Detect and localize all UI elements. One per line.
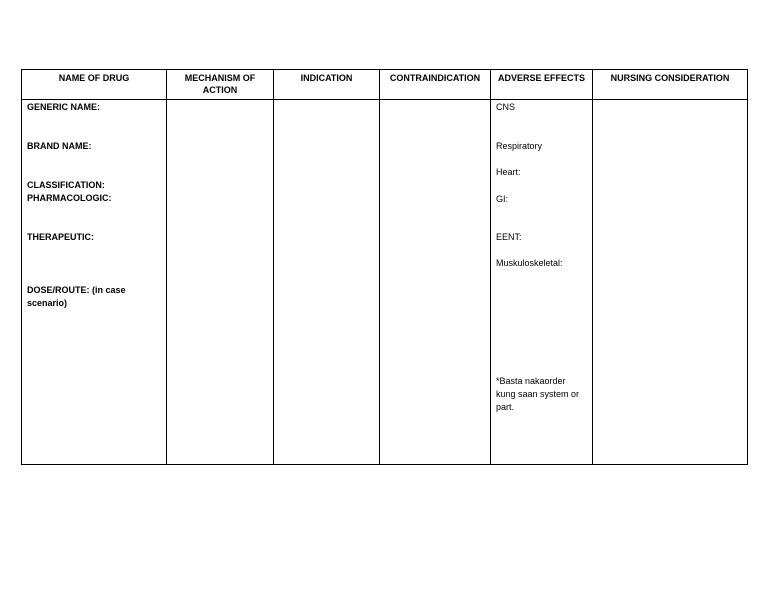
dose-route-label-cont: scenario)	[27, 298, 68, 308]
table-header-row	[22, 70, 748, 100]
dose-route-label: DOSE/ROUTE: (in case	[27, 285, 126, 295]
header-mechanism-line1: MECHANISM OF	[184, 73, 256, 83]
cell-name-of-drug[interactable]	[22, 100, 167, 465]
header-indication-label: INDICATION	[300, 73, 353, 83]
header-name-of-drug-label: NAME OF DRUG	[58, 73, 130, 83]
brand-name-label: BRAND NAME:	[27, 141, 92, 151]
header-nursing-consideration	[593, 70, 748, 100]
header-nursing-consideration-label: NURSING CONSIDERATION	[610, 73, 730, 83]
header-mechanism-of-action	[167, 70, 274, 100]
eent-label: EENT:	[496, 232, 522, 242]
header-indication	[274, 70, 380, 100]
cell-nursing-consideration[interactable]	[593, 100, 748, 465]
table-row	[22, 100, 748, 465]
cell-contraindication[interactable]	[380, 100, 491, 465]
respiratory-label: Respiratory	[496, 141, 543, 151]
cell-indication[interactable]	[274, 100, 380, 465]
heart-label: Heart:	[496, 167, 521, 177]
pharmacologic-label: PHARMACOLOGIC:	[27, 193, 112, 203]
musculoskeletal-label: Muskuloskeletal:	[496, 258, 563, 268]
classification-label: CLASSIFICATION:	[27, 180, 105, 190]
note-line-2: kung saan system or	[496, 389, 580, 399]
header-name-of-drug	[22, 70, 167, 100]
cns-label: CNS	[496, 102, 516, 112]
header-contraindication-label: CONTRAINDICATION	[389, 73, 481, 83]
header-adverse-effects	[491, 70, 593, 100]
therapeutic-label: THERAPEUTIC:	[27, 232, 94, 242]
gi-label: GI:	[496, 194, 509, 204]
cell-adverse-effects[interactable]	[491, 100, 593, 465]
cell-mechanism-of-action[interactable]	[167, 100, 274, 465]
note-line-3: part.	[496, 402, 515, 412]
header-mechanism-line2: ACTION	[202, 85, 238, 95]
header-contraindication	[380, 70, 491, 100]
note-line-1: *Basta nakaorder	[496, 376, 566, 386]
generic-name-label: GENERIC NAME:	[27, 102, 101, 112]
header-adverse-effects-label: ADVERSE EFFECTS	[497, 73, 585, 83]
drug-study-table	[21, 69, 748, 465]
